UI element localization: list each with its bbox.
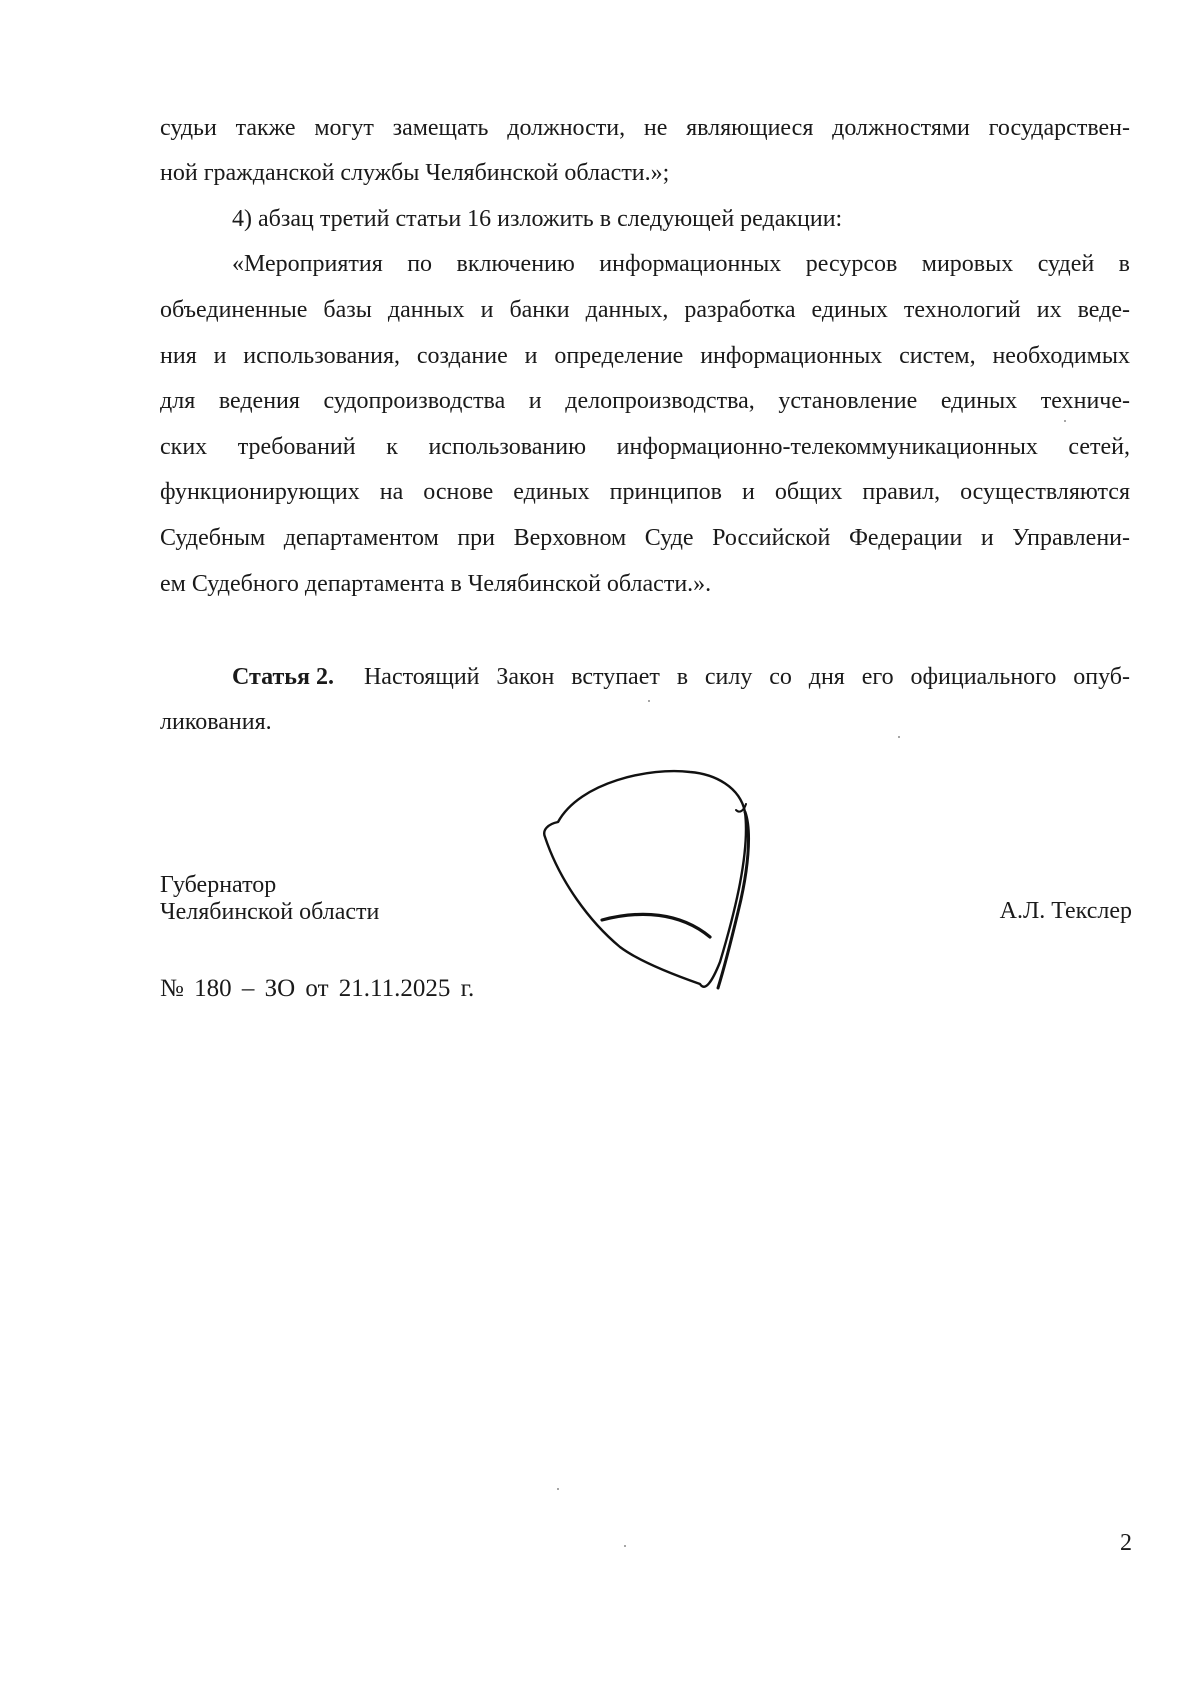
body-line-7: для ведения судопроизводства и делопроизводства, установление единых техниче-	[160, 388, 1130, 414]
body-line-9: функционирующих на основе единых принципов и общих правил, осуществляются	[160, 479, 1130, 505]
body-line-8: ских требований к использованию информационно-телекоммуникационных сетей,	[160, 434, 1130, 460]
body-line-10: Судебным департаментом при Верховном Суде Российской Федерации и Управлени-	[160, 525, 1130, 551]
body-line-6: ния и использования, создание и определение информационных систем, необходимых	[160, 343, 1130, 369]
scan-speck	[557, 1488, 559, 1490]
scan-speck	[648, 700, 650, 702]
article-2-line-1	[232, 661, 1130, 693]
signatory-name: А.Л. Текслер	[999, 898, 1132, 924]
scan-speck	[624, 1545, 626, 1547]
article-text: Настоящий Закон вступает в силу со дня его официального опуб-	[363, 664, 1130, 690]
signatory-title-line-2: Челябинской области	[160, 899, 380, 925]
document-number: № 180 – ЗО от 21.11.2025 г.	[160, 975, 475, 1002]
scan-speck	[898, 736, 900, 738]
article-2-line-2: ликования.	[160, 709, 272, 735]
handwritten-signature	[540, 762, 760, 990]
body-line-5: объединенные базы данных и банки данных, разработка единых технологий их веде-	[160, 297, 1130, 323]
signatory-title	[160, 872, 379, 926]
body-line-1: судьи также могут замещать должности, не являющиеся должностями государствен-	[160, 115, 1130, 141]
scan-speck	[1064, 420, 1066, 422]
body-line-2: ной гражданской службы Челябинской области.»;	[160, 160, 670, 186]
body-line-11: ем Судебного департамента в Челябинской области.».	[160, 571, 712, 597]
page-number: 2	[1120, 1530, 1132, 1556]
signatory-title-line-1: Губернатор	[160, 872, 277, 898]
article-label: Статья 2.	[232, 664, 334, 690]
body-line-3: 4) абзац третий статьи 16 изложить в следующей редакции:	[232, 206, 843, 232]
body-line-4: «Мероприятия по включению информационных ресурсов мировых судей в	[232, 251, 1130, 277]
